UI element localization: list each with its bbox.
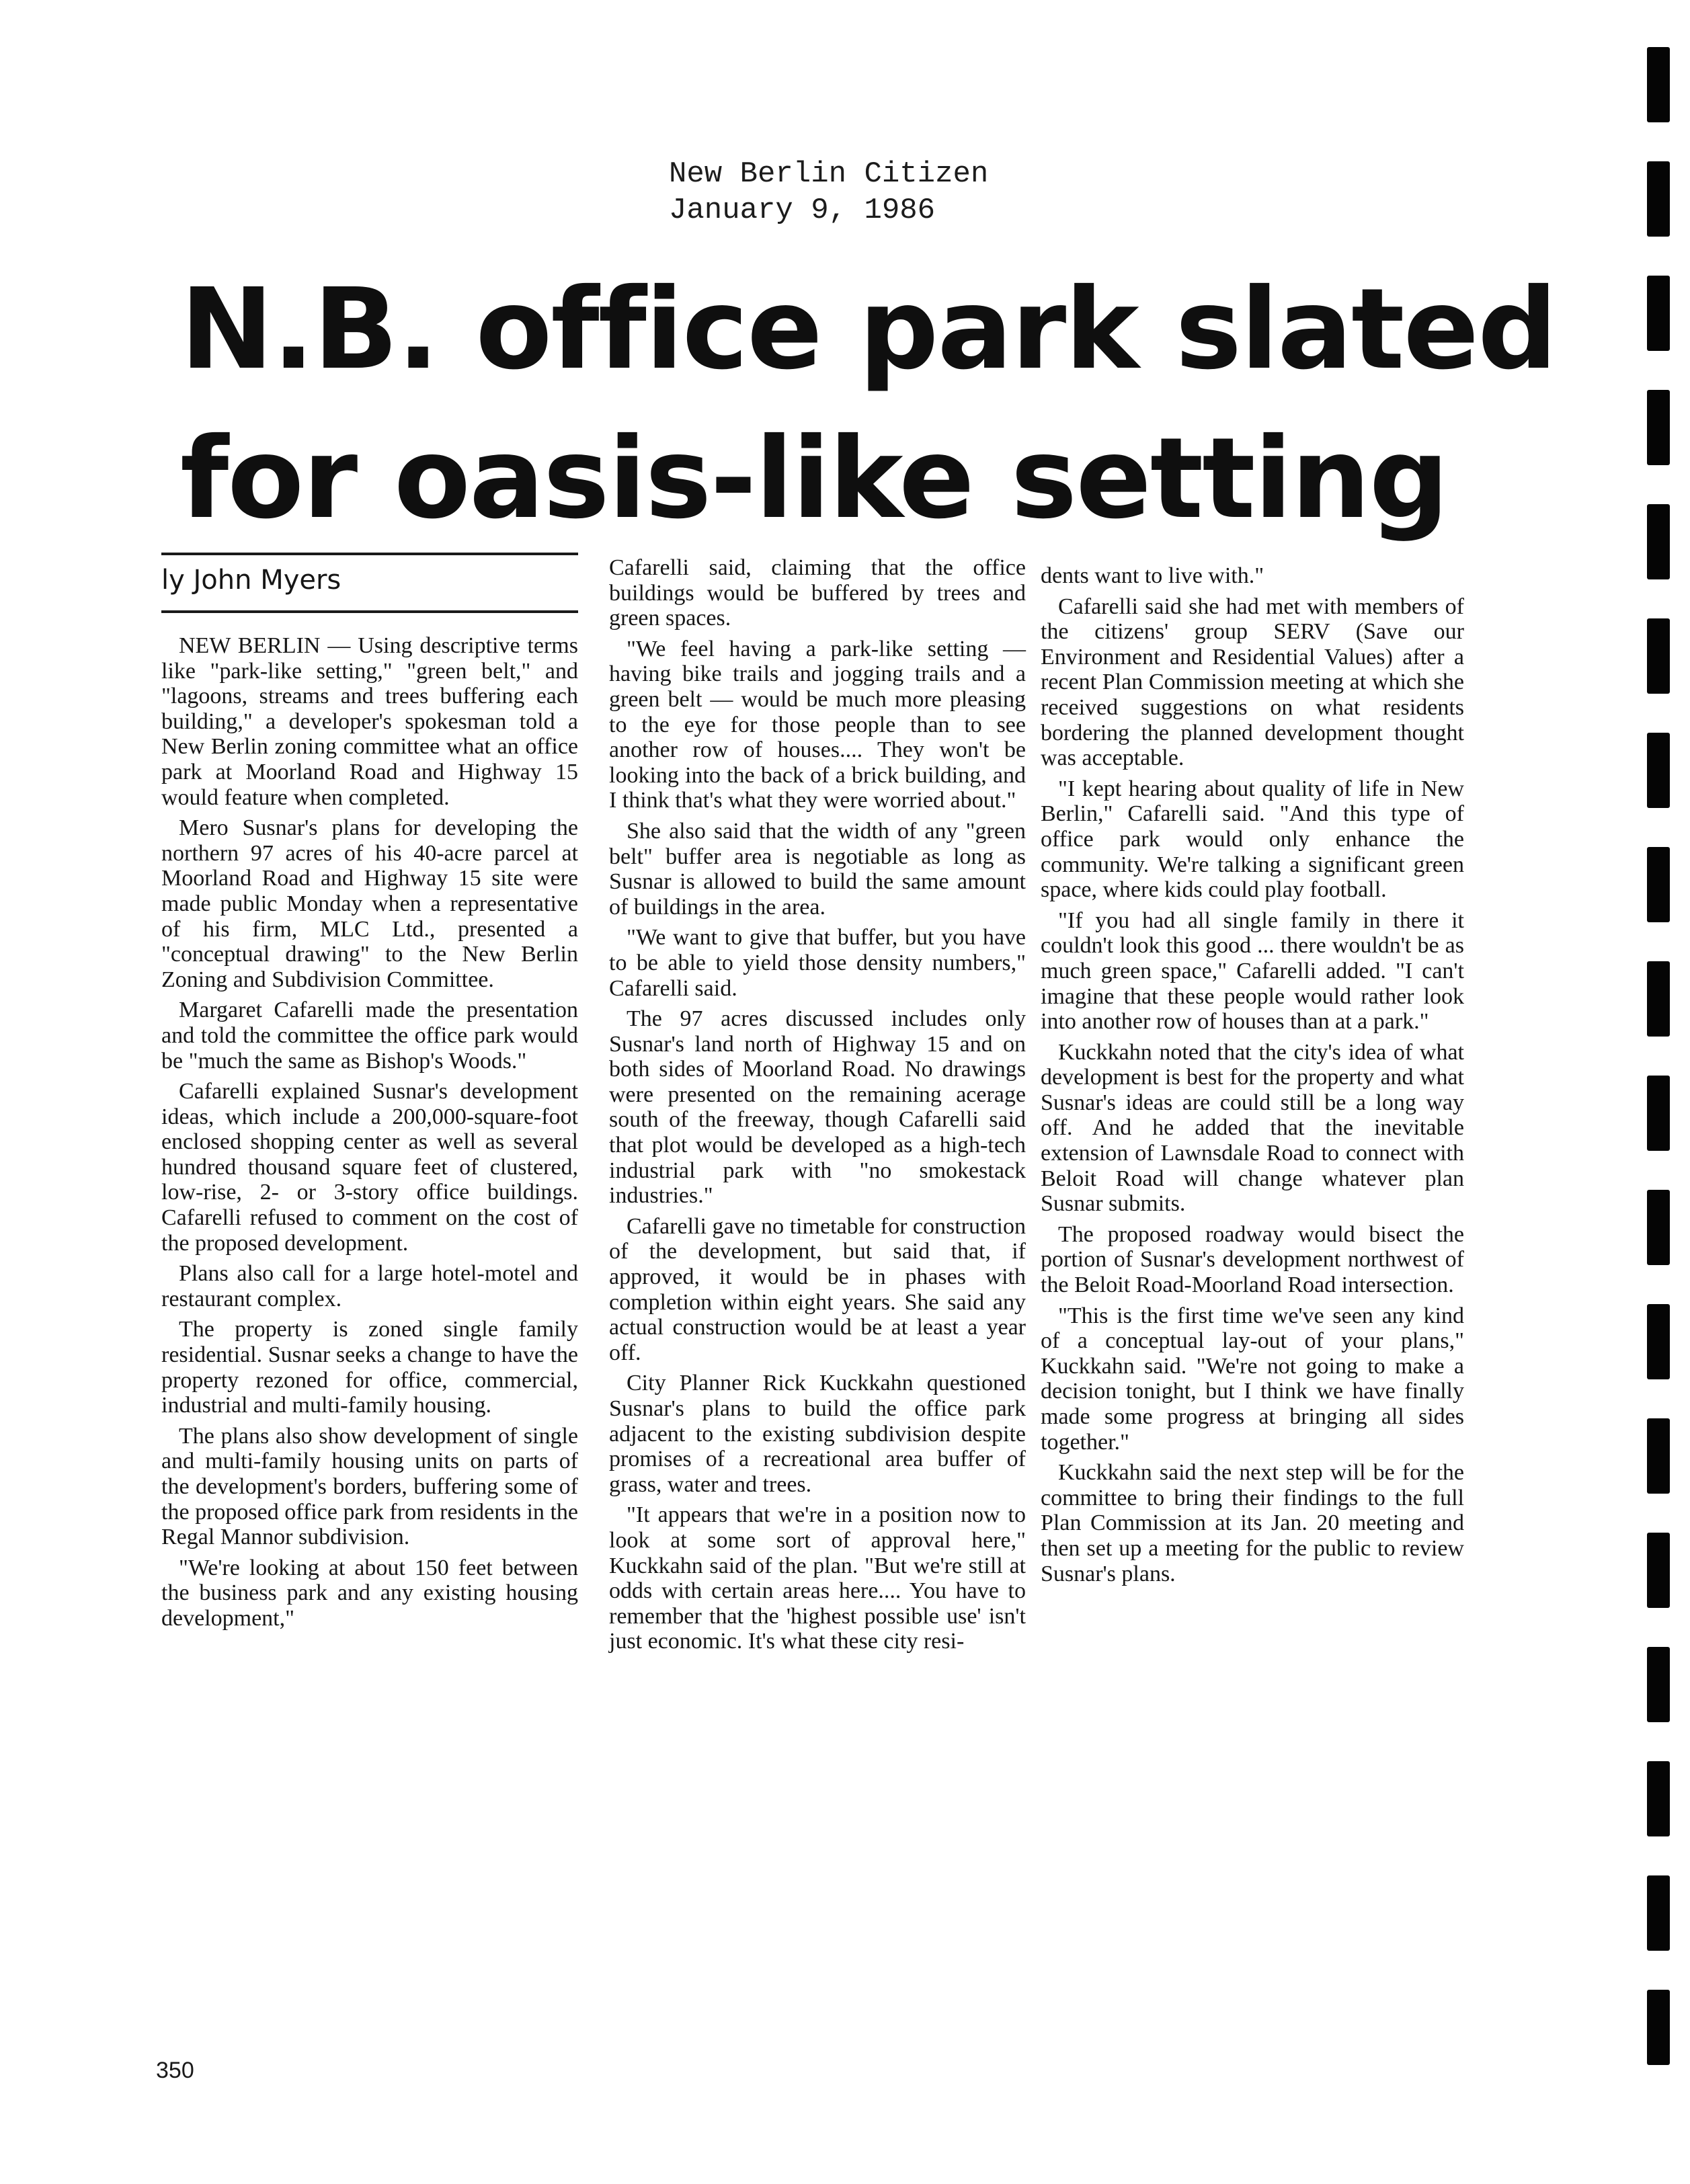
binding-hole (1647, 390, 1670, 465)
binding-hole (1647, 1647, 1670, 1722)
paragraph: "I kept hearing about quality of life in New Berlin," Cafarelli said. "And this type of office park would only enhance the community. We're talking a significant green space, where kids could play football. (1041, 776, 1464, 903)
binding-hole (1647, 1990, 1670, 2065)
binding-hole (1647, 618, 1670, 694)
binding-hole (1647, 733, 1670, 808)
byline-rule-top (161, 553, 578, 555)
article-column-3 (1041, 563, 1464, 1592)
binding-hole (1647, 1076, 1670, 1151)
headline (180, 255, 1556, 554)
article-column-2 (609, 555, 1026, 1660)
binding-hole (1647, 1533, 1670, 1608)
article-column-1 (161, 633, 578, 1637)
binding-hole (1647, 1418, 1670, 1494)
binding-hole (1647, 504, 1670, 579)
binding-hole (1647, 276, 1670, 351)
paragraph: "We want to give that buffer, but you have to be able to yield those density numbers," Cafarelli said. (609, 925, 1026, 1001)
paragraph: Kuckkahn noted that the city's idea of what development is best for the property and what Susnar's ideas are could still be a long way off. And he added that the inevitable extension of Lawnsdale Road to connect with Beloit Road will change whatever plan Susnar submits. (1041, 1039, 1464, 1217)
headline-line-1: N.B. office park slated (180, 265, 1556, 395)
paragraph: NEW BERLIN — Using descriptive terms like "park-like setting," "green belt," and "lagoons, streams and trees buffering each building," a developer's spokesman told a New Berlin zoning committee what an office park at Moorland Road and Highway 15 would feature when completed. (161, 633, 578, 810)
paragraph: Cafarelli explained Susnar's development ideas, which include a 200,000-square-foot enclosed shopping center as well as several hundred thousand square feet of clustered, low-rise, 2- or 3-story office buildings. Cafarelli refused to comment on the cost of the proposed development. (161, 1079, 578, 1256)
paragraph: "If you had all single family in there it couldn't look this good ... there wouldn't be as much green space," Cafarelli added. "I can't imagine that these people would rather look into another row of houses than at a park." (1041, 907, 1464, 1035)
paragraph: "This is the first time we've seen any kind of a conceptual lay-out of your plans," Kuckkahn said. "We're not going to make a decision tonight, but I think we have finally made some progress at bringing all sides together." (1041, 1303, 1464, 1455)
paragraph: dents want to live with." (1041, 563, 1264, 588)
paragraph: "We're looking at about 150 feet between the business park and any existing housing development," (161, 1555, 578, 1631)
binding-hole (1647, 847, 1670, 922)
binding-hole (1647, 1190, 1670, 1265)
paragraph: The property is zoned single family residential. Susnar seeks a change to have the property rezoned for office, commercial, industrial and multi-family housing. (161, 1317, 578, 1418)
publication-name: New Berlin Citizen (669, 157, 989, 191)
binding-hole (1647, 47, 1670, 122)
binding-hole (1647, 1304, 1670, 1379)
paragraph: "We feel having a park-like setting — having bike trails and jogging trails and a green belt — would be much more pleasing to the eye for those people than to see another row of houses.... They won't be looking into the back of a brick building, and I think that's what they were worried about." (609, 636, 1026, 813)
paragraph: Plans also call for a large hotel-motel and restaurant complex. (161, 1261, 578, 1311)
binding-hole (1647, 961, 1670, 1037)
paragraph: Cafarelli said she had met with members of the citizens' group SERV (Save our Environment and Residential Values) after a recent Plan Commission meeting at which she received suggestions on what residents bordering the planned development thought was acceptable. (1041, 594, 1464, 771)
paragraph: The 97 acres discussed includes only Susnar's land north of Highway 15 and on both sides of Moorland Road. No drawings were presented on the remaining acerage south of the freeway, though Cafarelli said that plot would be developed as a high-tech industrial park with "no smokestack industries." (609, 1006, 1026, 1209)
paragraph: Cafarelli gave no timetable for construction of the development, but said that, if approved, it would be in phases with completion within eight years. She said any actual construction would be at least a year off. (609, 1213, 1026, 1365)
paragraph: Mero Susnar's plans for developing the northern 97 acres of his 40-acre parcel at Moorland Road and Highway 15 site were made public Monday when a representative of his firm, MLC Ltd., presented a "conceptual drawing" to the New Berlin Zoning and Subdivision Committee. (161, 815, 578, 992)
byline-rule-bottom (161, 610, 578, 613)
paragraph: She also said that the width of any "green belt" buffer area is negotiable as long as Susnar is allowed to build the same amount of buildings in the area. (609, 818, 1026, 920)
headline-line-2: for oasis-like setting (180, 414, 1448, 544)
paragraph: Kuckkahn said the next step will be for the committee to bring their findings to the full Plan Commission at its Jan. 20 meeting and then set up a meeting for the public to review Susnar's plans. (1041, 1460, 1464, 1586)
binding-hole (1647, 1761, 1670, 1836)
publication-date: January 9, 1986 (669, 194, 936, 227)
paragraph: The proposed roadway would bisect the portion of Susnar's development northwest of the Beloit Road-Moorland Road intersection. (1041, 1221, 1464, 1298)
binding-holes-strip (1647, 47, 1671, 2151)
paragraph: Cafarelli said, claiming that the office buildings would be buffered by trees and green spaces. (609, 555, 1026, 631)
paragraph: Margaret Cafarelli made the presentation and told the committee the office park would be "much the same as Bishop's Woods." (161, 998, 578, 1074)
byline: ly John Myers (161, 565, 341, 596)
binding-hole (1647, 1875, 1670, 1951)
paragraph: "It appears that we're in a position now to look at some sort of approval here," Kuckkahn said of the plan. "But we're still at odds with certain areas here.... You have to remember that the 'highest possible use' isn't just economic. It's what these city resi- (609, 1502, 1026, 1654)
page-number: 350 (156, 2058, 194, 2083)
paragraph: The plans also show development of single and multi-family housing units on parts of the development's borders, buffering some of the proposed office park from residents in the Regal Mannor subdivision. (161, 1423, 578, 1550)
clipping-source (669, 156, 988, 229)
binding-hole (1647, 161, 1670, 237)
paragraph: City Planner Rick Kuckkahn questioned Susnar's plans to build the office park adjacent to the existing subdivision despite promises of a recreational area buffer of grass, water and trees. (609, 1371, 1026, 1497)
